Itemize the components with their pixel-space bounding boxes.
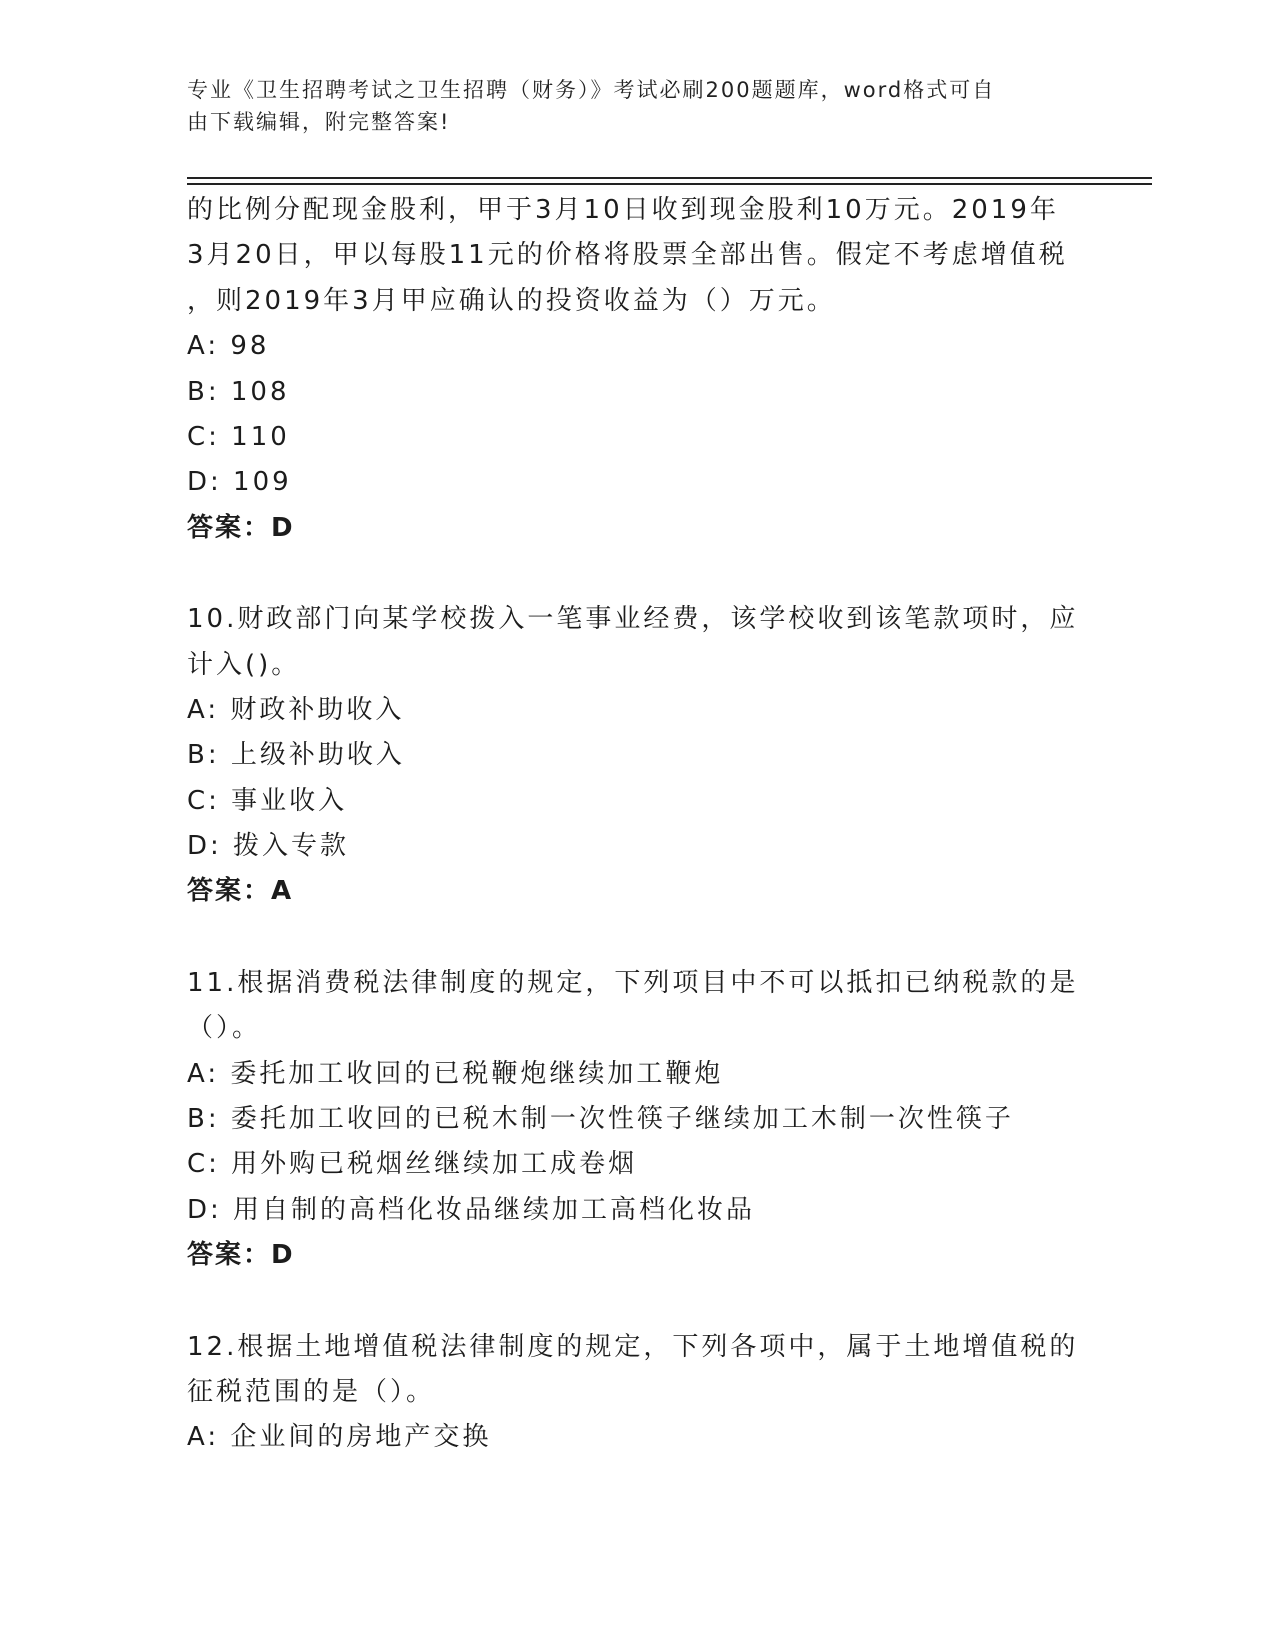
option-b: B: 上级补助收入 (187, 740, 405, 771)
header-line-1: 专业《卫生招聘考试之卫生招聘（财务）》考试必刷200题题库，word格式可自 (187, 78, 996, 102)
header-divider-bottom (187, 183, 1152, 185)
question-10 (187, 597, 1087, 915)
option-a: A: 企业间的房地产交换 (187, 1422, 492, 1453)
document-header (187, 74, 1067, 138)
answer-text: 答案：D (187, 1240, 295, 1271)
question-text-line: 征税范围的是（）。 (187, 1376, 436, 1407)
header-line-2: 由下载编辑，附完整答案! (187, 110, 451, 134)
spacer (187, 551, 1087, 597)
spacer (187, 1279, 1087, 1325)
option-b: B: 108 (187, 376, 290, 407)
question-text-line: 的比例分配现金股利，甲于3月10日收到现金股利10万元。2019年 (187, 195, 1059, 225)
question-9 (187, 188, 1087, 551)
option-c: C: 110 (187, 421, 290, 452)
option-c: C: 事业收入 (187, 785, 348, 816)
header-divider-top (187, 177, 1152, 179)
question-text-line: 11.根据消费税法律制度的规定，下列项目中不可以抵扣已纳税款的是 (187, 967, 1079, 998)
document-body (187, 188, 1087, 1461)
option-a: A: 委托加工收回的已税鞭炮继续加工鞭炮 (187, 1058, 724, 1089)
option-c: C: 用外购已税烟丝继续加工成卷烟 (187, 1149, 638, 1180)
question-text-line: 10.财政部门向某学校拨入一笔事业经费，该学校收到该笔款项时，应 (187, 604, 1079, 635)
answer-text: 答案：D (187, 512, 295, 543)
question-12 (187, 1325, 1087, 1461)
question-text-line: ，则2019年3月甲应确认的投资收益为（）万元。 (187, 285, 836, 316)
answer-text: 答案：A (187, 876, 294, 907)
option-d: D: 拨入专款 (187, 831, 350, 862)
option-b: B: 委托加工收回的已税木制一次性筷子继续加工木制一次性筷子 (187, 1104, 1014, 1135)
question-text-line: 3月20日，甲以每股11元的价格将股票全部出售。假定不考虑增值税 (187, 240, 1068, 271)
question-text-line: 12.根据土地增值税法律制度的规定，下列各项中，属于土地增值税的 (187, 1331, 1079, 1362)
spacer (187, 915, 1087, 961)
option-a: A: 财政补助收入 (187, 694, 405, 725)
question-11 (187, 961, 1087, 1279)
option-d: D: 用自制的高档化妆品继续加工高档化妆品 (187, 1194, 756, 1225)
question-text-line: 计入()。 (187, 649, 301, 680)
option-d: D: 109 (187, 467, 292, 498)
question-text-line: （）。 (187, 1013, 262, 1044)
option-a: A: 98 (187, 331, 270, 362)
